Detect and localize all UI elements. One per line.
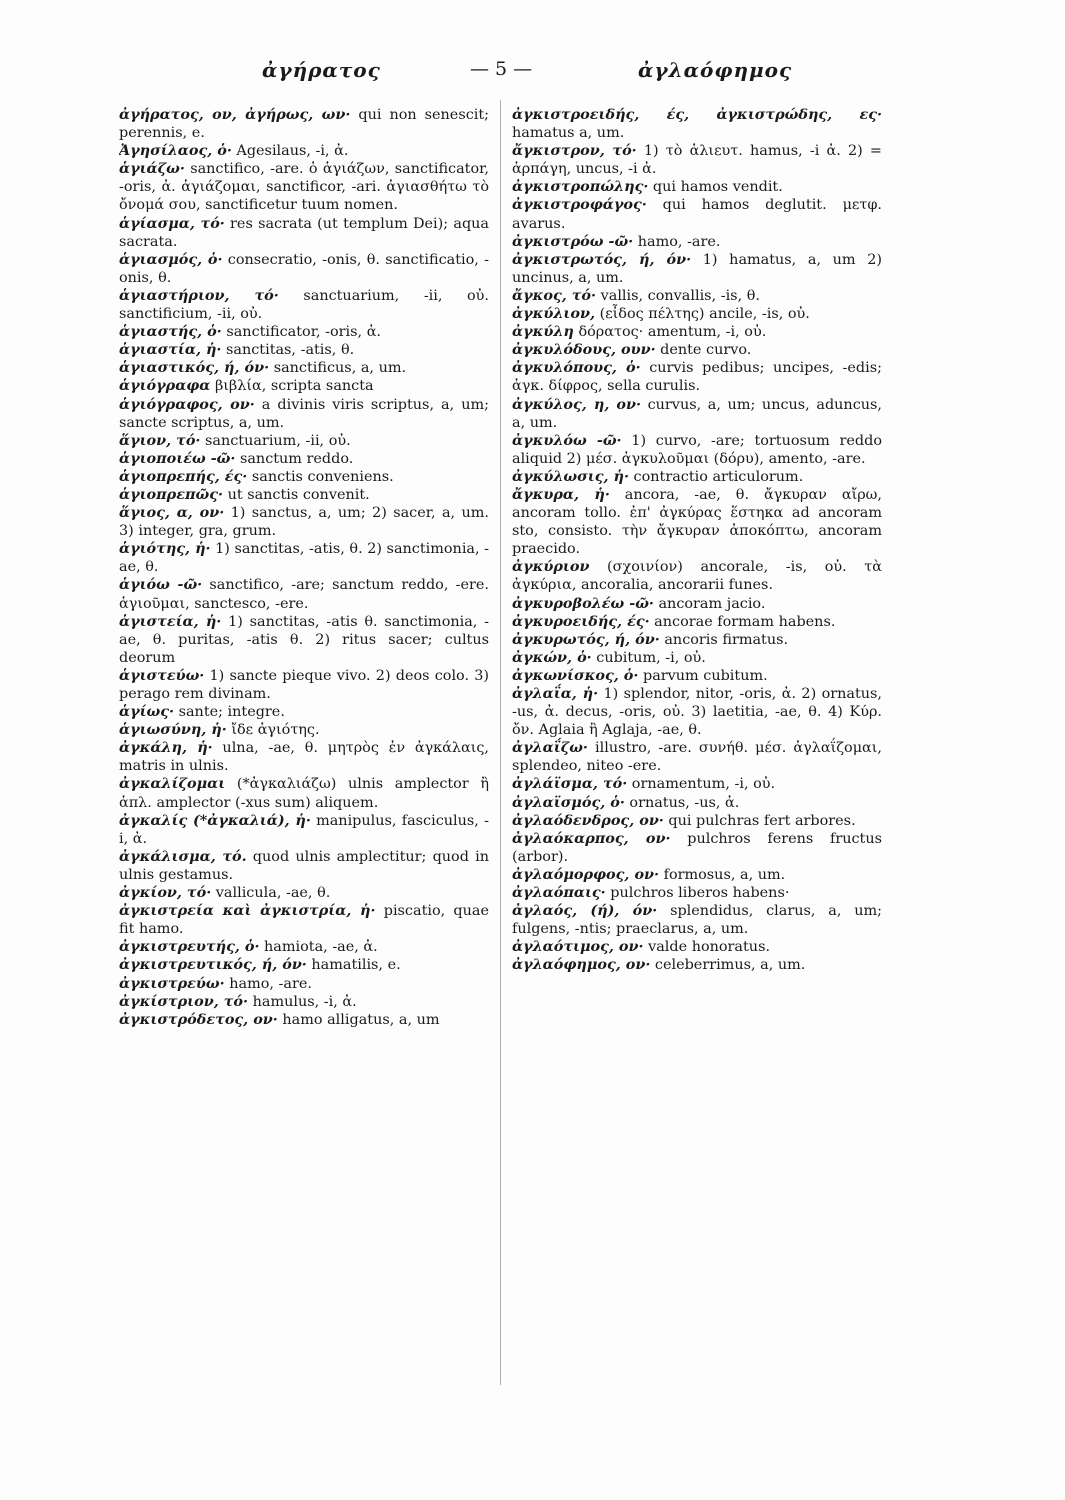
page-number: — 5 — (470, 58, 533, 80)
dictionary-entry (512, 196, 882, 232)
dictionary-entry (119, 142, 489, 160)
dictionary-entry (512, 794, 882, 812)
entry-headword: ἀγκιστρεύω· (119, 974, 225, 992)
entry-headword: ἄγκος, τό· (512, 286, 597, 304)
dictionary-entry (512, 359, 882, 395)
entry-definition: sanctifico, -are. ὁ ἁγιάζων, sanctificator, -oris, ἀ. ἁγιάζομαι, sanctificor, -ari. ἁγιασθήτω τὸ ὄνομά σου, sanctificetur tuum nomen. (119, 161, 489, 214)
dictionary-entry (119, 576, 489, 612)
entry-definition: quod ulnis amplectitur; quod in ulnis gestamus. (119, 848, 489, 883)
entry-definition: sanctuarium, -ii, οὐ. sanctificium, -ii, οὐ. (119, 287, 489, 323)
entry-headword: ἀγκιστρωτός, ή, όν· (512, 250, 692, 268)
entry-headword: ἁγιάζω· (119, 160, 185, 178)
dictionary-entry (119, 160, 489, 214)
entry-headword: ἀγκυροειδής, ές· (512, 612, 650, 630)
entry-headword: ἀγλαότιμος, ον· (512, 938, 644, 956)
dictionary-entry (119, 775, 489, 811)
entry-definition: parvum cubitum. (638, 667, 768, 684)
entry-headword: ἁγιαστήριον, τό· (119, 286, 279, 304)
entry-definition: dente curvo. (655, 342, 752, 359)
entry-headword: ἁγιαστία, ἡ· (119, 341, 222, 359)
entry-headword: ἀγλαόκαρπος, ον· (512, 829, 671, 847)
entry-headword: ἁγιωσύνη, ἡ· (119, 721, 227, 739)
entry-headword: ἀγλαόδενδρος, ον· (512, 811, 664, 829)
dictionary-entry (512, 233, 882, 251)
entry-headword: ἀγκαλίς (*ἀγκαλιά), ἡ· (119, 811, 311, 829)
entry-headword: ἀγκάλη, ἡ· (119, 739, 213, 757)
dictionary-entry (119, 956, 489, 974)
entry-definition: ut sanctis convenit. (223, 486, 370, 503)
entry-headword: ἀγλαόφημος, ον· (512, 956, 651, 974)
entry-headword: ἀγκίστριον, τό· (119, 992, 249, 1010)
entry-definition: qui hamos vendit. (648, 179, 783, 196)
entry-definition: hamo alligatus, a, um (277, 1011, 440, 1028)
entry-headword: ἀγλαόπαις· (512, 884, 606, 902)
entry-headword: ἀγκύλωσις, ἡ· (512, 467, 629, 485)
dictionary-entry (512, 468, 882, 486)
dictionary-entry (119, 993, 489, 1011)
entry-definition: sanctuarium, -ii, οὐ. (200, 432, 351, 449)
dictionary-entry (512, 667, 882, 685)
entry-definition: ornamentum, -i, οὐ. (627, 776, 776, 793)
entry-definition: 1) hamatus, a, um 2) uncinus, a, um. (512, 251, 882, 286)
entry-headword: ἁγιοπρεπής, ές· (119, 467, 248, 485)
dictionary-entry (119, 812, 489, 848)
dictionary-entry (119, 540, 489, 576)
entry-definition: (*ἀγκαλιάζω) ulnis amplector ἢ ἁπλ. amplector (-xus sum) aliquem. (119, 776, 489, 811)
entry-definition: 1) τὸ ἁλιευτ. hamus, -i ἀ. 2) = ἁρπάγη, uncus, -i ἀ. (512, 143, 882, 178)
dictionary-entry (512, 866, 882, 884)
dictionary-entry (512, 739, 882, 775)
entry-headword: ἁγιαστικός, ή, όν· (119, 359, 270, 377)
dictionary-entry (512, 613, 882, 631)
entry-headword: ἀγκιστρευτής, ὁ· (119, 938, 260, 956)
dictionary-entry (512, 595, 882, 613)
dictionary-entry (119, 703, 489, 721)
entry-definition: 1) splendor, nitor, -oris, ἀ. 2) ornatus, -us, ἀ. decus, -oris, οὐ. 3) laetitia, -ae, θ. 4) Κύρ. ὄν. Aglaia ἢ Aglaja, -ae, θ. (512, 686, 882, 739)
entry-headword: ἀγκωνίσκος, ὁ· (512, 666, 639, 684)
dictionary-entry (512, 685, 882, 739)
entry-headword: ἀγκαλίζομαι (119, 775, 226, 793)
entry-headword: ἁγίως· (119, 703, 175, 721)
entry-definition: manipulus, fasciculus, -i, ἀ. (119, 812, 489, 847)
entry-definition: ornatus, -us, ἀ. (624, 794, 740, 811)
dictionary-entry (512, 775, 882, 793)
dictionary-entry (119, 450, 489, 468)
dictionary-entry (512, 178, 882, 196)
entry-headword: ἁγιόγραφα (119, 377, 211, 395)
entry-headword: ἀγκιστροειδής, ές, ἀγκιστρώδης, ες· (512, 106, 882, 123)
entry-definition: formosus, a, um. (659, 866, 786, 883)
page-header (110, 58, 955, 88)
entry-definition: curvus, a, um; uncus, aduncus, a, um. (512, 396, 882, 431)
dictionary-entry (119, 106, 489, 142)
entry-definition: hamatus a, um. (512, 125, 625, 142)
dictionary-entry (512, 251, 882, 287)
entry-headword: ἅγιος, α, ον· (119, 504, 225, 522)
entry-headword: ἀγκιστρόω -ῶ· (512, 232, 634, 250)
dictionary-entry (119, 251, 489, 287)
dictionary-entry (119, 377, 489, 395)
entry-definition: sanctificator, -oris, ἀ. (221, 324, 381, 341)
entry-definition: cubitum, -i, οὐ. (591, 649, 706, 666)
dictionary-entry (512, 631, 882, 649)
entry-headword: ἀγήρατος, ον, ἀγήρως, ων· (119, 106, 351, 123)
entry-headword: ἀγκίον, τό· (119, 884, 212, 902)
entry-definition: 1) sancte pieque vivo. 2) deos colo. 3) perago rem divinam. (119, 667, 489, 702)
dictionary-entry (512, 323, 882, 341)
entry-headword: ἀγκύλη (512, 323, 574, 341)
dictionary-entry (512, 884, 882, 902)
entry-definition: Agesilaus, -i, ἀ. (231, 143, 349, 160)
entry-headword: ἅγιον, τό· (119, 431, 201, 449)
dictionary-entry (119, 432, 489, 450)
dictionary-entry (512, 956, 882, 974)
entry-definition: ancora, -ae, θ. ἄγκυραν αἴρω, ancoram tollo. ἐπ' ἀγκύρας ἕστηκα ad ancoram sto, consisto. τὴν ἄγκυραν ἀποκόπτω, ancoram praecido. (512, 486, 882, 558)
entry-headword: ἀγκών, ὁ· (512, 648, 592, 666)
entry-headword: ἀγλαϊσμός, ὁ· (512, 793, 625, 811)
entry-headword: ἀγκυλόπους, ὁ· (512, 359, 641, 377)
entry-definition: ancoram jacio. (653, 595, 766, 612)
entry-headword: ἀγκυρωτός, ή, όν· (512, 630, 660, 648)
dictionary-entry (119, 975, 489, 993)
dictionary-entry (119, 504, 489, 540)
entry-definition: vallicula, -ae, θ. (211, 885, 331, 902)
entry-headword: ἀγλαός, (ή), όν· (512, 902, 658, 920)
entry-headword: ἁγιοπρεπῶς· (119, 485, 223, 503)
entry-headword: ἁγιόω -ῶ· (119, 576, 203, 594)
entry-definition: 1) sanctus, a, um; 2) sacer, a, um. 3) integer, gra, grum. (119, 505, 489, 540)
dictionary-entry (119, 739, 489, 775)
entry-definition: illustro, -are. συνήθ. μέσ. ἀγλαΐζομαι, splendeo, niteo -ere. (512, 740, 882, 775)
dictionary-entry (512, 432, 882, 468)
header-left-word: ἀγήρατος (262, 58, 381, 82)
entry-definition: pulchros liberos habens· (605, 885, 790, 902)
entry-headword: ἁγιοποιέω -ῶ· (119, 449, 236, 467)
dictionary-entry (119, 486, 489, 504)
entry-definition: (εἶδος πέλτης) ancile, -is, οὐ. (595, 306, 810, 323)
dictionary-entry (512, 287, 882, 305)
entry-headword: ἀγκάλισμα, τό. (119, 847, 247, 865)
entry-headword: ἀγκιστροπώλης· (512, 178, 649, 196)
entry-definition: hamulus, -i, ἀ. (248, 993, 357, 1010)
dictionary-entry (512, 305, 882, 323)
dictionary-entry (512, 649, 882, 667)
entry-definition: hamo, -are. (224, 975, 312, 992)
entry-headword: ἁγίασμα, τό· (119, 214, 225, 232)
entry-definition: qui non senescit; perennis, e. (119, 107, 489, 142)
dictionary-entry (512, 902, 882, 938)
entry-headword: ἁγιασμός, ὁ· (119, 250, 223, 268)
entry-headword: ἁγιότης, ἡ· (119, 540, 211, 558)
entry-definition: res sacrata (ut templum Dei); aqua sacrata. (119, 215, 489, 250)
entry-headword: ἀγκιστρευτικός, ή, όν· (119, 956, 307, 974)
entry-definition: curvis pedibus; uncipes, -edis; ἀγκ. δίφρος, sella curulis. (512, 360, 882, 395)
dictionary-entry (119, 848, 489, 884)
entry-headword: ἁγιόγραφος, ον· (119, 395, 255, 413)
entry-definition: sanctitas, -atis, θ. (221, 342, 355, 359)
entry-headword: ἀγκύριον (512, 558, 590, 576)
entry-definition: 1) sanctitas, -atis θ. sanctimonia, -ae, θ. puritas, -atis θ. 2) ritus sacer; cultus deorum (119, 613, 489, 666)
entry-headword: ἀγλαΐα, ἡ· (512, 685, 599, 702)
entry-definition: hamo, -are. (633, 233, 721, 250)
entry-definition: valde honoratus. (643, 939, 771, 956)
dictionary-entry (512, 558, 882, 594)
entry-headword: ἀγκυλόω -ῶ· (512, 431, 622, 449)
entry-headword: ἁγιαστής, ὁ· (119, 323, 222, 341)
entry-definition: celeberrimus, a, um. (650, 957, 806, 974)
dictionary-entry (119, 667, 489, 703)
dictionary-entry (119, 902, 489, 938)
dictionary-entry (512, 486, 882, 558)
entry-definition: sanctificus, a, um. (269, 360, 407, 377)
dictionary-entry (119, 884, 489, 902)
entry-definition: δόρατος· amentum, -i, οὐ. (573, 324, 767, 341)
entry-definition: qui hamos deglutit. μετφ. avarus. (512, 197, 882, 232)
entry-definition: sanctum reddo. (235, 450, 354, 467)
entry-headword: ἀγκιστρεία καὶ ἀγκιστρία, ἡ· (119, 902, 376, 920)
dictionary-entry (512, 938, 882, 956)
entry-definition: a divinis viris scriptus, a, um; sancte scriptus, a, um. (119, 396, 489, 431)
entry-definition: 1) sanctitas, -atis, θ. 2) sanctimonia, -ae, θ. (119, 541, 489, 576)
dictionary-entry (119, 1011, 489, 1029)
entry-definition: sante; integre. (174, 704, 285, 721)
entry-definition: ancoris firmatus. (659, 631, 789, 648)
entry-headword: ἀγλαΐζω· (512, 739, 588, 757)
entry-definition: ἴδε ἁγιότης. (226, 722, 320, 739)
right-column (512, 106, 882, 1376)
entry-headword: ἁγιστεία, ἡ· (119, 612, 222, 630)
dictionary-entry (119, 721, 489, 739)
entry-headword: ἄγκυρα, ἡ· (512, 485, 610, 503)
entry-headword: ἀγκύλιον, (512, 305, 595, 323)
dictionary-entry (119, 287, 489, 323)
entry-headword: ἀγκυροβολέω -ῶ· (512, 594, 654, 612)
dictionary-entry (512, 812, 882, 830)
entry-definition: 1) curvo, -are; tortuosum reddo aliquid 2) μέσ. ἀγκυλοῦμαι (δόρυ), amento, -are. (512, 432, 882, 467)
dictionary-entry (119, 613, 489, 667)
entry-definition: piscatio, quae fit hamo. (119, 903, 489, 938)
dictionary-entry (119, 468, 489, 486)
entry-definition: sanctis conveniens. (247, 468, 394, 485)
dictionary-entry (512, 396, 882, 432)
entry-headword: ἁγιστεύω· (119, 666, 205, 684)
dictionary-entry (512, 142, 882, 178)
dictionary-entry (512, 341, 882, 359)
entry-definition: ancorae formam habens. (649, 613, 836, 630)
header-right-word: ἀγλαόφημος (638, 58, 793, 82)
dictionary-entry (119, 396, 489, 432)
dictionary-entry (119, 341, 489, 359)
entry-headword: ἄγκιστρον, τό· (512, 142, 637, 160)
entry-headword: ἀγκυλόδους, ουν· (512, 341, 656, 359)
entry-definition: βιβλία, scripta sancta (210, 378, 374, 395)
entry-definition: qui pulchras fert arbores. (663, 812, 856, 829)
entry-definition: consecratio, -onis, θ. sanctificatio, -onis, θ. (119, 251, 489, 286)
entry-headword: ἀγκύλος, η, ον· (512, 395, 641, 413)
entry-definition: (σχοινίον) ancorale, -is, οὐ. τὰ ἀγκύρια, ancoralia, ancorarii funes. (512, 559, 882, 594)
dictionary-entry (119, 323, 489, 341)
entry-definition: pulchros ferens fructus (arbor). (512, 830, 882, 865)
entry-definition: splendidus, clarus, a, um; fulgens, -ntis; praeclarus, a, um. (512, 903, 882, 938)
entry-headword: ἀγκιστροφάγος· (512, 196, 647, 214)
column-divider (500, 100, 501, 1385)
entry-definition: hamatilis, e. (306, 957, 401, 974)
entry-headword: ἀγλάϊσμα, τό· (512, 775, 628, 793)
dictionary-entry (119, 938, 489, 956)
entry-headword: Ἀγησίλαος, ὁ· (119, 142, 232, 160)
left-column (119, 106, 489, 1376)
dictionary-entry (512, 830, 882, 866)
entry-definition: ulna, -ae, θ. μητρὸς ἐν ἀγκάλαις, matris in ulnis. (119, 740, 489, 775)
entry-definition: sanctifico, -are; sanctum reddo, -ere. ἁγιοῦμαι, sanctesco, -ere. (119, 577, 489, 612)
entry-headword: ἀγλαόμορφος, ον· (512, 865, 660, 883)
entry-definition: hamiota, -ae, ἀ. (259, 939, 378, 956)
entry-definition: vallis, convallis, -is, θ. (596, 287, 760, 304)
entry-headword: ἀγκιστρόδετος, ον· (119, 1010, 278, 1028)
entry-definition: contractio articulorum. (628, 468, 804, 485)
dictionary-entry (512, 106, 882, 142)
dictionary-entry (119, 359, 489, 377)
dictionary-entry (119, 215, 489, 251)
